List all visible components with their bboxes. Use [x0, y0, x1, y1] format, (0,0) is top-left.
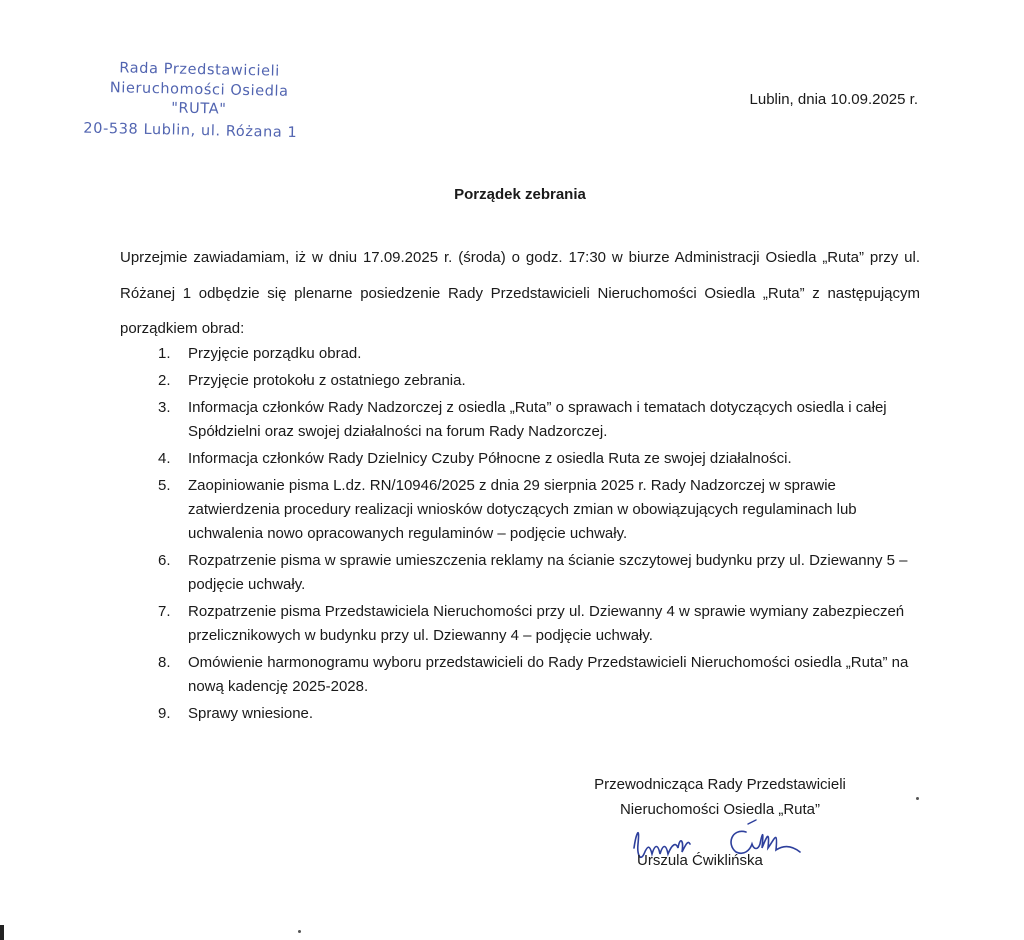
agenda-list	[158, 342, 928, 729]
stamp-line-3: "RUTA"	[171, 100, 227, 118]
organization-stamp	[83, 58, 315, 144]
scan-speck	[298, 930, 301, 933]
agenda-item: 2. Przyjęcie protokołu z ostatniego zebrania.	[158, 372, 466, 389]
stamp-line-2: Nieruchomości Osiedla	[109, 80, 289, 100]
intro-paragraph: Uprzejmie zawiadamiam, iż w dniu 17.09.2025 r. (środa) o godz. 17:30 w biurze Administracji Osiedla „Ruta” przy ul. Różanej 1 odbędzie się plenarne posiedzenie Rady Przedstawicieli Nieruchomości Osiedla „Ruta” z następującym porządkiem obrad:	[120, 249, 920, 337]
stamp-line-4: 20-538 Lublin, ul. Różana 1	[83, 120, 298, 142]
document-date: Lublin, dnia 10.09.2025 r.	[749, 91, 918, 108]
signer-role-line-2: Nieruchomości Osiedla „Ruta”	[619, 801, 821, 818]
scan-edge-mark	[0, 925, 4, 940]
signer-role-line-1: Przewodnicząca Rady Przedstawicieli	[594, 776, 846, 793]
agenda-item: 6. Rozpatrzenie pisma w sprawie umieszczenia reklamy na ścianie szczytowej budynku przy ul. Dziewanny 5 – podjęcie uchwały.	[158, 552, 908, 593]
agenda-item: 3. Informacja członków Rady Nadzorczej z osiedla „Ruta” o sprawach i tematach dotyczących osiedla i całej Spółdzielni oraz swojej działalności na forum Rady Nadzorczej.	[158, 399, 887, 440]
signer-name: Urszula Ćwiklińska	[637, 852, 763, 869]
scan-speck	[916, 797, 919, 800]
agenda-item: 8. Omówienie harmonogramu wyboru przedstawicieli do Rady Przedstawicieli Nieruchomości osiedla „Ruta” na nową kadencję 2025-2028.	[158, 654, 909, 695]
agenda-item: 5. Zaopiniowanie pisma L.dz. RN/10946/2025 z dnia 29 sierpnia 2025 r. Rady Nadzorczej w sprawie zatwierdzenia procedury realizacji wniosków dotyczących zmian w obowiązujących regulaminach lub uchwalenia nowo opracowanych regulaminów – podjęcie uchwały.	[158, 477, 857, 542]
agenda-item: 4. Informacja członków Rady Dzielnicy Czuby Północne z osiedla Ruta ze swojej działalności.	[158, 450, 792, 467]
agenda-item: 9. Sprawy wniesione.	[158, 705, 314, 722]
document-title: Porządek zebrania	[454, 186, 586, 203]
stamp-line-1: Rada Przedstawicieli	[119, 60, 281, 80]
agenda-item: 1. Przyjęcie porządku obrad.	[158, 345, 362, 362]
agenda-item: 7. Rozpatrzenie pisma Przedstawiciela Nieruchomości przy ul. Dziewanny 4 w sprawie wymiany zabezpieczeń przelicznikowych w budynku przy ul. Dziewanny 4 – podjęcie uchwały.	[158, 603, 905, 644]
